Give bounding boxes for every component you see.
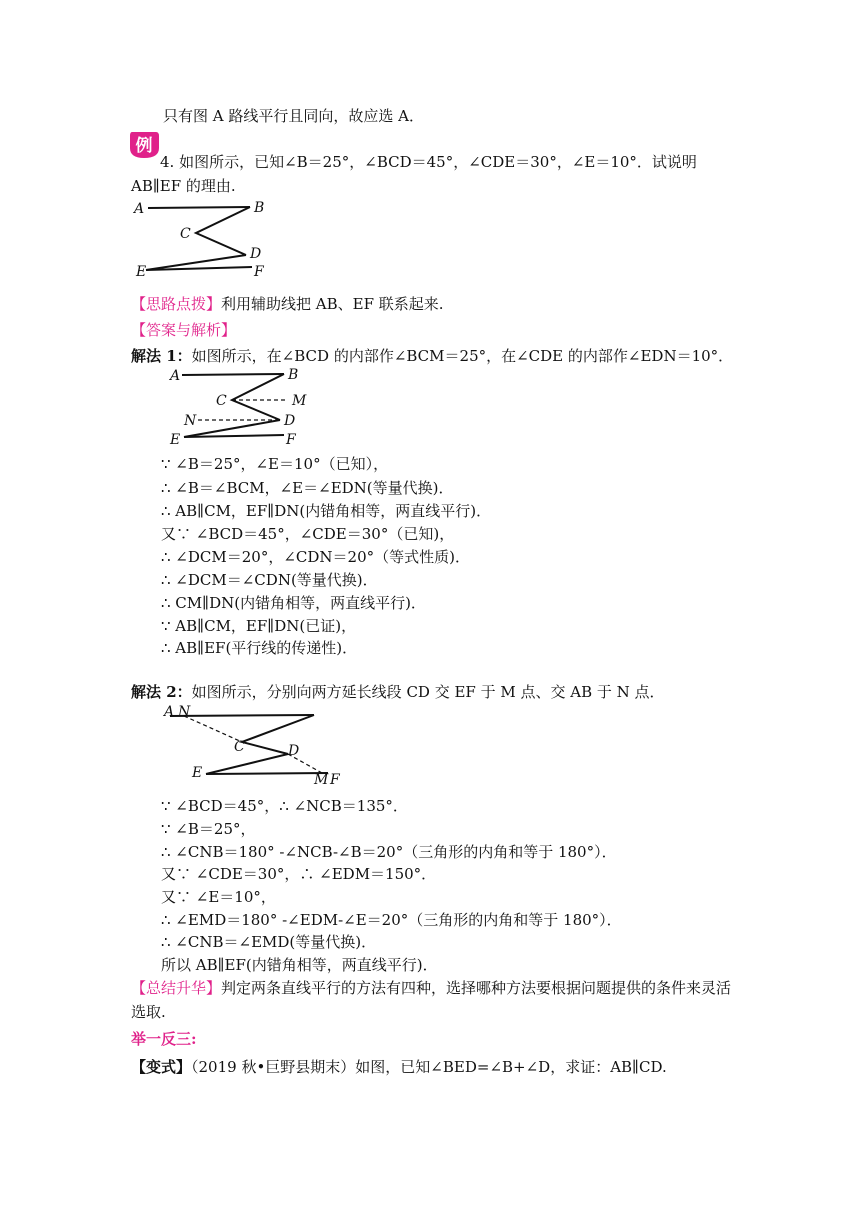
- svg-text:D: D: [284, 413, 296, 429]
- method1-step: ∵ AB∥CM，EF∥DN(已证)，: [161, 617, 357, 635]
- svg-text:C: C: [234, 739, 245, 755]
- answer-tag: 【答案与解析】: [131, 321, 237, 339]
- method2-step: 又∵ ∠E＝10°，: [161, 888, 276, 906]
- segment-ab: [148, 207, 250, 208]
- method1-step: ∴ ∠DCM＝∠CDN(等量代换)．: [161, 571, 378, 589]
- method1-step: ∴ AB∥CM，EF∥DN(内错角相等，两直线平行)．: [161, 502, 492, 520]
- summary-tag: 【总结升华】: [131, 979, 222, 997]
- svg-text:B: B: [288, 367, 299, 383]
- figure-example: [130, 196, 280, 280]
- method2-step: 又∵ ∠CDE＝30°，∴ ∠EDM＝150°．: [161, 865, 437, 883]
- method2-intro: [131, 682, 665, 702]
- svg-text:E: E: [170, 432, 181, 448]
- method2-step: 所以 AB∥EF(内错角相等，两直线平行)．: [161, 956, 438, 974]
- summary-text-1: 判定两条直线平行的方法有四种，选择哪种方法要根据问题提供的条件来灵活: [221, 979, 732, 997]
- method2-intro-text: 如图所示，分别向两方延长线段 CD 交 EF 于 M 点、交 AB 于 N 点．: [191, 683, 665, 701]
- summary: [131, 978, 731, 998]
- example-badge-icon: [128, 130, 160, 160]
- method2-step: ∵ ∠B＝25°，: [161, 820, 256, 838]
- label-c: C: [180, 226, 191, 242]
- label-e: E: [136, 264, 147, 280]
- svg-text:A: A: [170, 368, 181, 384]
- method2-step: ∴ ∠CNB＝∠EMD(等量代换)．: [161, 933, 377, 951]
- svg-text:F: F: [286, 432, 296, 448]
- svg-text:M: M: [292, 393, 307, 409]
- summary-text-2: 选取.: [131, 1003, 166, 1021]
- svg-text:A: A: [164, 704, 175, 720]
- svg-text:F: F: [330, 772, 340, 788]
- segment-bcd: [196, 207, 250, 255]
- method1-step: ∵ ∠B＝25°，∠E＝10°（已知），: [161, 455, 389, 473]
- practice-heading: 举一反三:: [131, 1030, 197, 1048]
- svg-text:C: C: [216, 393, 227, 409]
- method2-step: ∴ ∠EMD＝180° -∠EDM-∠E＝20°（三角形的内角和等于 180°）．: [161, 911, 622, 929]
- svg-text:N: N: [184, 413, 197, 429]
- hint: [131, 294, 444, 314]
- variant-tag: 【变式】: [131, 1058, 192, 1076]
- svg-text:N: N: [178, 704, 191, 720]
- method1-step: 又∵ ∠BCD＝45°，∠CDE＝30°（已知)，: [161, 525, 455, 543]
- method2-heading: 解法 2：: [131, 683, 192, 701]
- method2-step: ∴ ∠CNB＝180° -∠NCB-∠B＝20°（三角形的内角和等于 180°）．: [161, 843, 617, 861]
- figure-method1: [168, 364, 318, 450]
- method1-step: ∴ ∠DCM＝20°，∠CDN＝20°（等式性质)．: [161, 548, 470, 566]
- hint-text: 利用辅助线把 AB、EF 联系起来.: [221, 295, 444, 313]
- example-line-1: 4. 如图所示，已知∠B＝25°，∠BCD＝45°，∠CDE＝30°，∠E＝10°．试说明: [160, 153, 697, 171]
- method1-step: ∴ AB∥EF(平行线的传递性)．: [161, 639, 358, 657]
- method1-intro-text: 如图所示，在∠BCD 的内部作∠BCM＝25°，在∠CDE 的内部作∠EDN＝10°．: [191, 347, 734, 365]
- method1-step: ∴ ∠B＝∠BCM，∠E＝∠EDN(等量代换)．: [161, 479, 454, 497]
- label-a: A: [134, 201, 145, 217]
- variant-text: （2019 秋•巨野县期末）如图，已知∠BED=∠B+∠D，求证：AB∥CD.: [191, 1058, 667, 1076]
- svg-text:E: E: [192, 765, 203, 781]
- intro-line: 只有图 A 路线平行且同向，故应选 A．: [163, 107, 424, 125]
- example-line-2: AB∥EF 的理由.: [131, 177, 236, 195]
- method1-heading: 解法 1：: [131, 347, 192, 365]
- svg-text:D: D: [288, 743, 300, 759]
- label-f: F: [254, 264, 264, 280]
- method1-intro: [131, 346, 733, 366]
- example-badge-label: 例: [135, 136, 153, 156]
- variant: [131, 1057, 667, 1077]
- label-d: D: [250, 246, 262, 262]
- method1-step: ∴ CM∥DN(内错角相等，两直线平行)．: [161, 594, 426, 612]
- method2-step: ∵ ∠BCD＝45°，∴ ∠NCB＝135°．: [161, 797, 408, 815]
- label-b: B: [254, 200, 265, 216]
- figure-method2: [162, 702, 362, 788]
- hint-tag: 【思路点拨】: [131, 295, 222, 313]
- svg-text:M: M: [314, 772, 329, 788]
